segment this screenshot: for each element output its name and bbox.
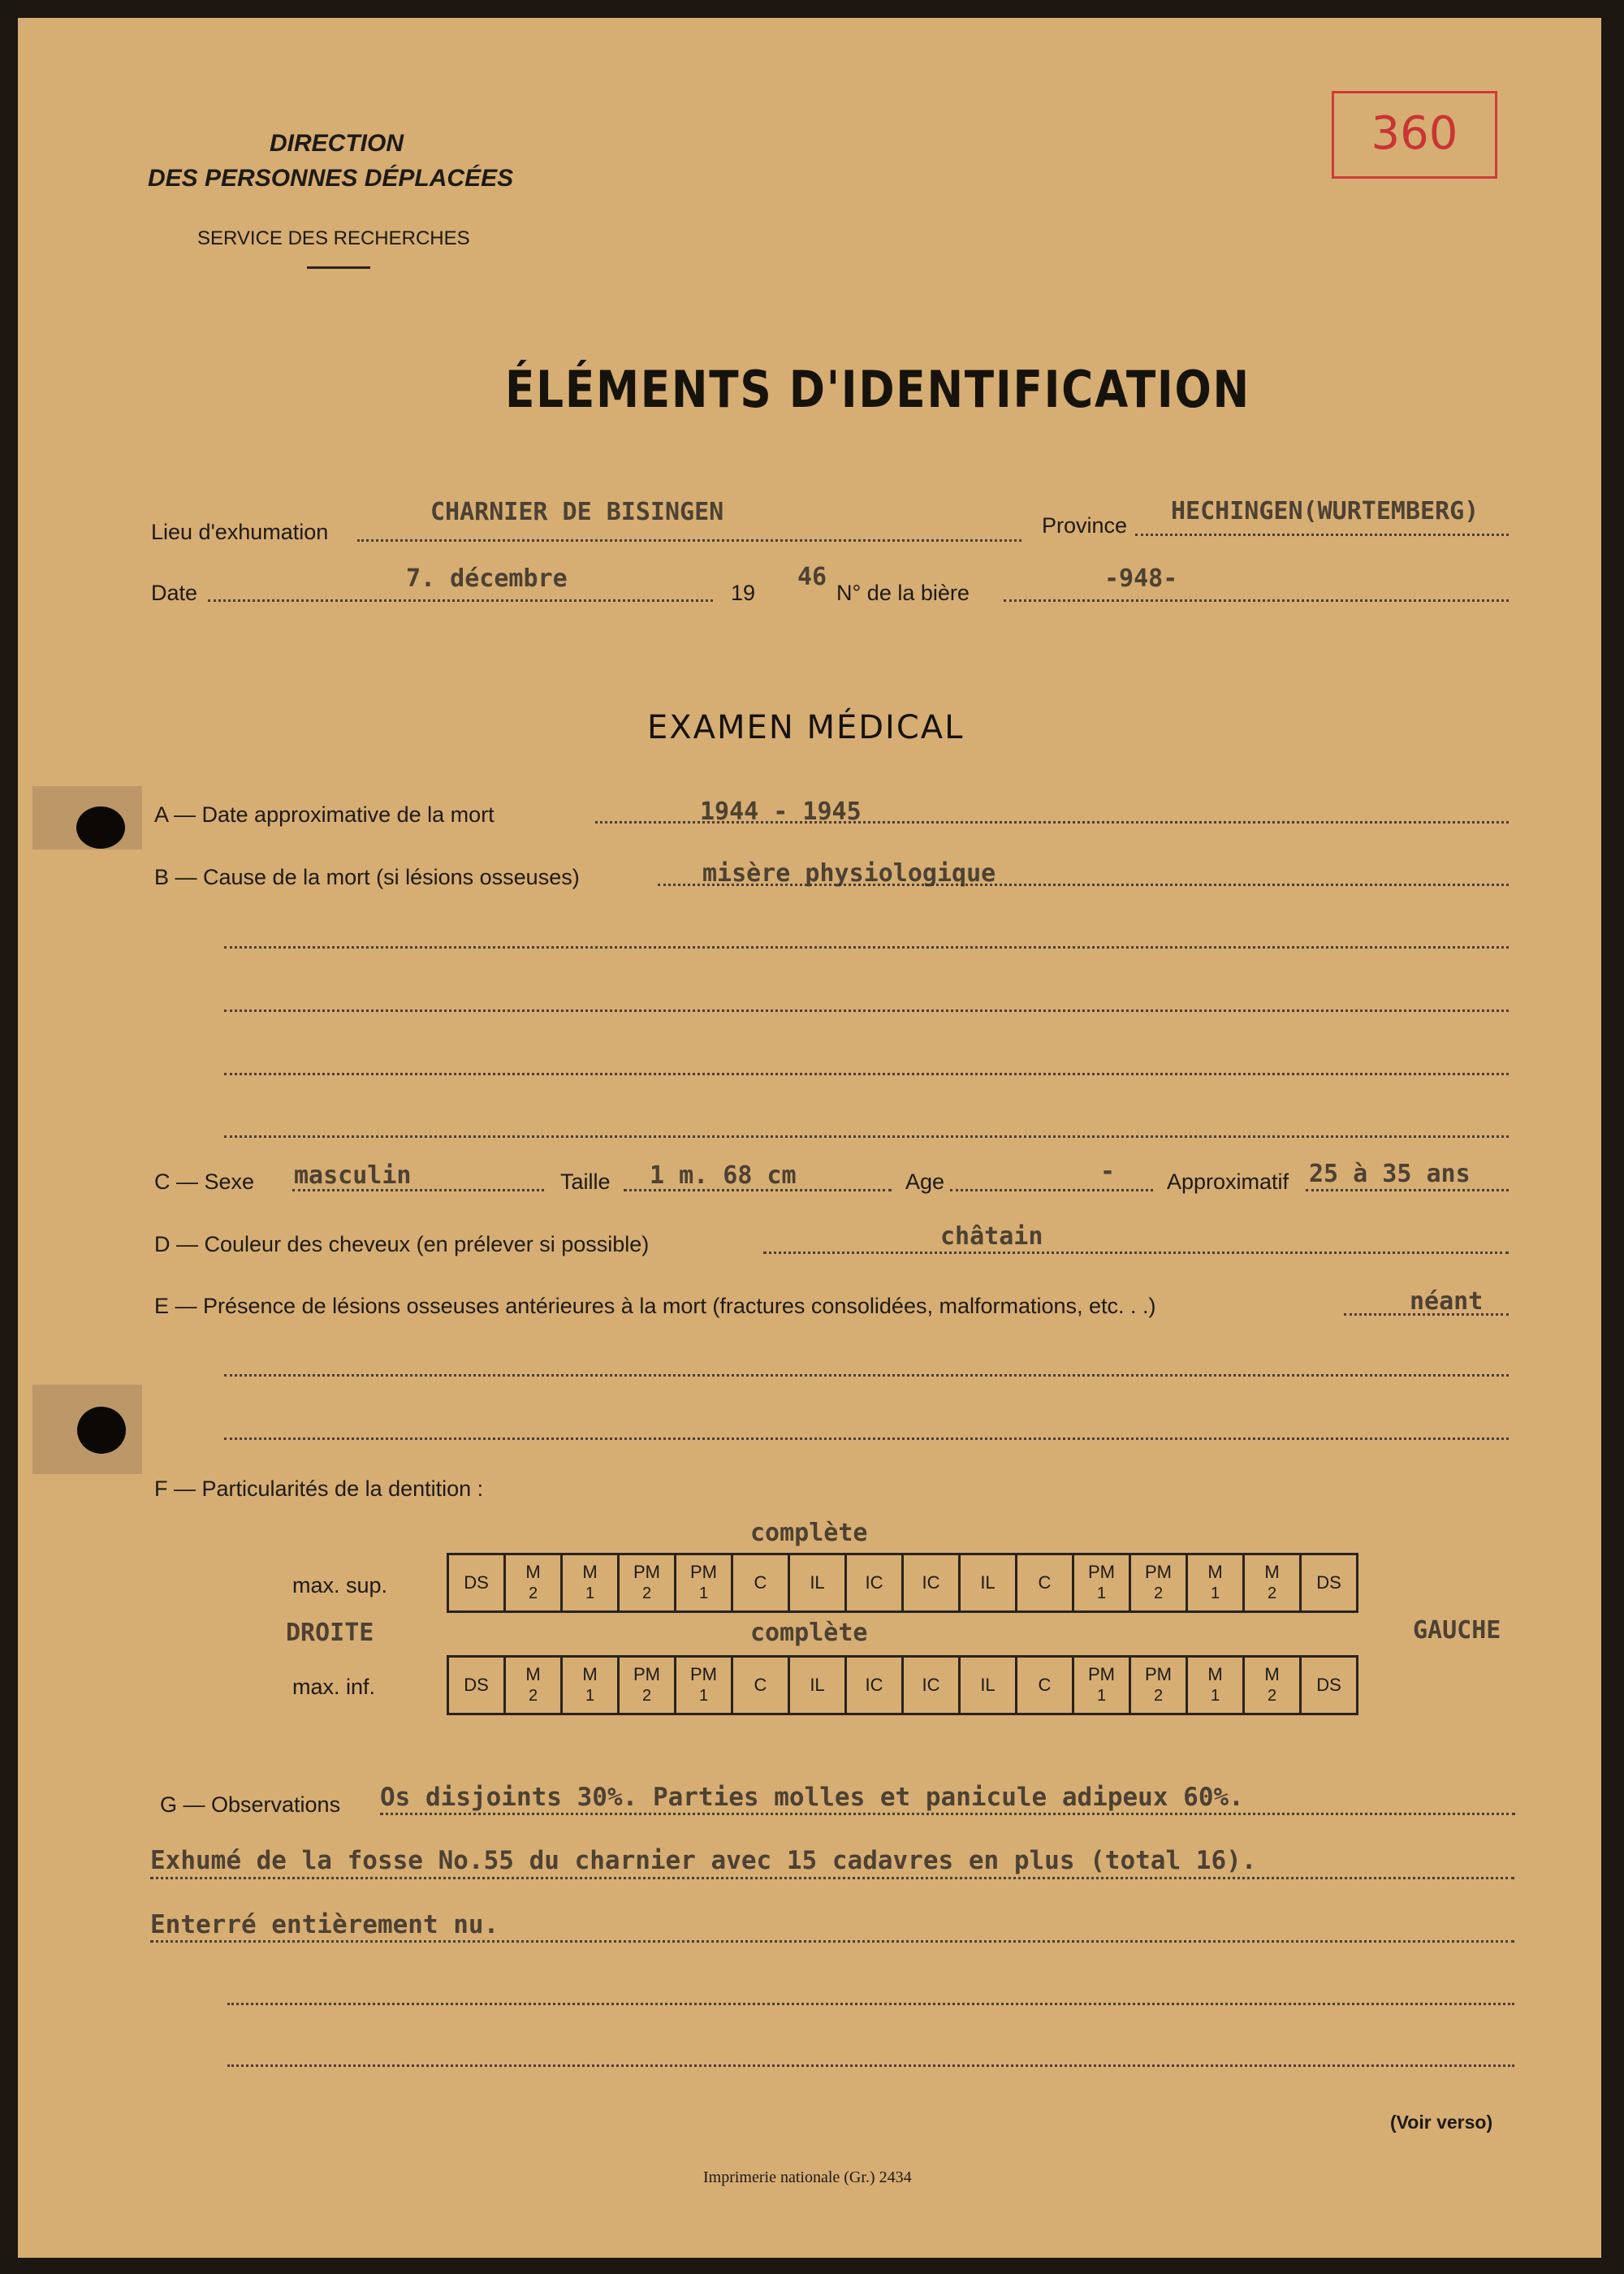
tooth-name: IC	[922, 1572, 940, 1593]
taille-value: 1 m. 68 cm	[650, 1161, 797, 1190]
lower-tooth-cell	[619, 1657, 676, 1714]
age-value: -	[1100, 1157, 1116, 1186]
upper-tooth-cell	[960, 1554, 1017, 1612]
tooth-name: PM	[633, 1562, 660, 1582]
section-e-label: E — Présence de lésions osseuses antérieures à la mort (fractures consolidées, malformations, etc. . .)	[154, 1294, 1156, 1318]
tooth-number: 1	[585, 1687, 595, 1705]
tooth-name: IL	[980, 1675, 996, 1695]
punch-hole	[77, 1407, 126, 1454]
section-b-value: misère physiologique	[702, 859, 996, 888]
lower-tooth-cell	[846, 1657, 903, 1714]
tooth-number: 1	[1210, 1687, 1220, 1705]
province-value: HECHINGEN(WURTEMBERG)	[1171, 497, 1479, 525]
tooth-name: PM	[690, 1664, 717, 1684]
blank-line	[224, 1009, 1509, 1012]
lower-tooth-cell	[448, 1657, 505, 1714]
sexe-label: C — Sexe	[154, 1169, 255, 1194]
tooth-name: PM	[690, 1562, 717, 1582]
tooth-number: 2	[528, 1687, 538, 1705]
tooth-number: 2	[641, 1687, 652, 1705]
lower-tooth-cell	[1073, 1657, 1130, 1714]
tooth-number: 2	[1267, 1584, 1277, 1602]
droite-label: DROITE	[286, 1619, 374, 1647]
tooth-name: PM	[1145, 1562, 1172, 1582]
tooth-name: IC	[865, 1675, 883, 1695]
lower-tooth-cell	[1301, 1657, 1358, 1714]
taille-label: Taille	[560, 1169, 611, 1194]
upper-tooth-cell	[789, 1554, 846, 1612]
age-label: Age	[905, 1169, 945, 1194]
lieu-label: Lieu d'exhumation	[151, 520, 329, 544]
tooth-name: DS	[464, 1572, 489, 1593]
upper-tooth-cell	[903, 1554, 960, 1612]
section-f-label: F — Particularités de la dentition :	[154, 1476, 484, 1501]
tooth-number: 1	[698, 1687, 709, 1705]
tooth-number: 2	[1153, 1687, 1164, 1705]
date-value: 7. décembre	[406, 564, 568, 593]
year-value: 46	[797, 563, 827, 591]
punch-hole	[76, 806, 125, 849]
blank-line	[224, 1073, 1509, 1075]
tooth-number: 1	[1096, 1584, 1107, 1602]
upper-tooth-cell	[732, 1554, 789, 1612]
tooth-name: M	[1264, 1664, 1280, 1684]
biere-label: N° de la bière	[836, 581, 970, 605]
date-label: Date	[151, 581, 198, 605]
section-d-value: châtain	[940, 1222, 1043, 1251]
upper-tooth-cell	[1244, 1554, 1301, 1612]
header-direction: DIRECTION	[270, 130, 404, 157]
upper-tooth-cell	[846, 1554, 903, 1612]
tooth-name: M	[1207, 1562, 1223, 1582]
lower-tooth-cell	[960, 1657, 1017, 1714]
tooth-name: C	[754, 1675, 767, 1695]
tooth-name: M	[525, 1562, 541, 1582]
sup-note: complète	[750, 1519, 868, 1547]
blank-line	[224, 1374, 1509, 1377]
tooth-name: IL	[810, 1572, 825, 1593]
tooth-name: C	[754, 1572, 767, 1593]
upper-tooth-cell	[505, 1554, 562, 1612]
tooth-name: M	[582, 1664, 598, 1684]
tooth-name: PM	[1145, 1664, 1172, 1684]
upper-tooth-cell	[619, 1554, 676, 1612]
province-label: Province	[1042, 513, 1128, 538]
tooth-name: C	[1038, 1675, 1052, 1695]
tooth-number: 2	[1153, 1584, 1164, 1602]
tooth-name: IC	[865, 1572, 883, 1593]
file-number-stamp: 360	[1332, 91, 1497, 179]
tooth-name: DS	[464, 1675, 489, 1695]
section-e-value: néant	[1410, 1287, 1484, 1316]
tooth-name: M	[582, 1562, 598, 1582]
tooth-name: PM	[1088, 1664, 1115, 1684]
blank-line	[224, 946, 1509, 949]
blank-line	[227, 2003, 1514, 2005]
max-sup-label: max. sup.	[292, 1573, 388, 1597]
tooth-name: C	[1038, 1572, 1052, 1593]
tooth-name: PM	[633, 1664, 660, 1684]
sexe-value: masculin	[294, 1161, 412, 1190]
exam-title: EXAMEN MÉDICAL	[647, 709, 965, 746]
tooth-number: 2	[641, 1584, 652, 1602]
section-a-value: 1944 - 1945	[700, 798, 862, 826]
section-d-label: D — Couleur des cheveux (en prélever si possible)	[154, 1232, 650, 1256]
lower-tooth-cell	[1130, 1657, 1187, 1714]
upper-tooth-cell	[448, 1554, 505, 1612]
tooth-number: 1	[585, 1584, 595, 1602]
upper-tooth-cell	[1130, 1554, 1187, 1612]
tooth-name: IL	[810, 1675, 825, 1695]
section-a-label: A — Date approximative de la mort	[154, 802, 495, 827]
imprint: Imprimerie nationale (Gr.) 2434	[703, 2168, 912, 2186]
lieu-value: CHARNIER DE BISINGEN	[430, 498, 724, 526]
tooth-name: IL	[980, 1572, 996, 1593]
tooth-number: 1	[1096, 1687, 1107, 1705]
header-department: DES PERSONNES DÉPLACÉES	[148, 165, 514, 192]
lower-tooth-cell	[562, 1657, 619, 1714]
upper-tooth-cell	[1187, 1554, 1244, 1612]
tooth-number: 1	[1210, 1584, 1220, 1602]
upper-tooth-cell	[1073, 1554, 1130, 1612]
upper-tooth-cell	[1017, 1554, 1073, 1612]
upper-tooth-cell	[562, 1554, 619, 1612]
approx-value: 25 à 35 ans	[1309, 1160, 1471, 1188]
lower-tooth-cell	[1187, 1657, 1244, 1714]
upper-tooth-cell	[676, 1554, 732, 1612]
tooth-name: DS	[1316, 1572, 1341, 1593]
lower-tooth-cell	[676, 1657, 732, 1714]
tooth-name: M	[525, 1664, 541, 1684]
section-g-label: G — Observations	[160, 1792, 341, 1817]
page-title: ÉLÉMENTS D'IDENTIFICATION	[505, 360, 1250, 419]
section-b-label: B — Cause de la mort (si lésions osseuses)	[154, 865, 580, 889]
lower-tooth-cell	[903, 1657, 960, 1714]
tooth-name: M	[1207, 1664, 1223, 1684]
tooth-number: 2	[528, 1584, 538, 1602]
header-service: SERVICE DES RECHERCHES	[197, 227, 470, 249]
lower-tooth-cell	[732, 1657, 789, 1714]
lower-tooth-cell	[1244, 1657, 1301, 1714]
blank-line	[224, 1437, 1509, 1440]
max-inf-label: max. inf.	[292, 1675, 376, 1699]
observations-line-1: Os disjoints 30%. Parties molles et panicule adipeux 60%.	[380, 1783, 1244, 1812]
upper-teeth-chart	[447, 1553, 1358, 1613]
tooth-name: DS	[1316, 1675, 1341, 1695]
inf-note: complète	[750, 1619, 868, 1647]
tooth-number: 1	[698, 1584, 709, 1602]
approx-label: Approximatif	[1167, 1169, 1289, 1194]
tooth-name: PM	[1088, 1562, 1115, 1582]
observations-line-2: Exhumé de la fosse No.55 du charnier avec 15 cadavres en plus (total 16).	[150, 1846, 1257, 1875]
year-prefix: 19	[731, 581, 756, 605]
lower-tooth-cell	[1017, 1657, 1073, 1714]
header-rule	[307, 266, 370, 269]
lower-tooth-cell	[505, 1657, 562, 1714]
tooth-name: M	[1264, 1562, 1280, 1582]
blank-line	[227, 2064, 1514, 2067]
observations-line-3: Enterré entièrement nu.	[150, 1910, 499, 1939]
lower-teeth-chart	[447, 1655, 1358, 1715]
voir-verso: (Voir verso)	[1390, 2112, 1493, 2133]
tooth-number: 2	[1267, 1687, 1277, 1705]
upper-tooth-cell	[1301, 1554, 1358, 1612]
blank-line	[224, 1135, 1509, 1138]
lower-tooth-cell	[789, 1657, 846, 1714]
biere-value: -948-	[1104, 564, 1178, 593]
gauche-label: GAUCHE	[1413, 1616, 1501, 1645]
tooth-name: IC	[922, 1675, 940, 1695]
